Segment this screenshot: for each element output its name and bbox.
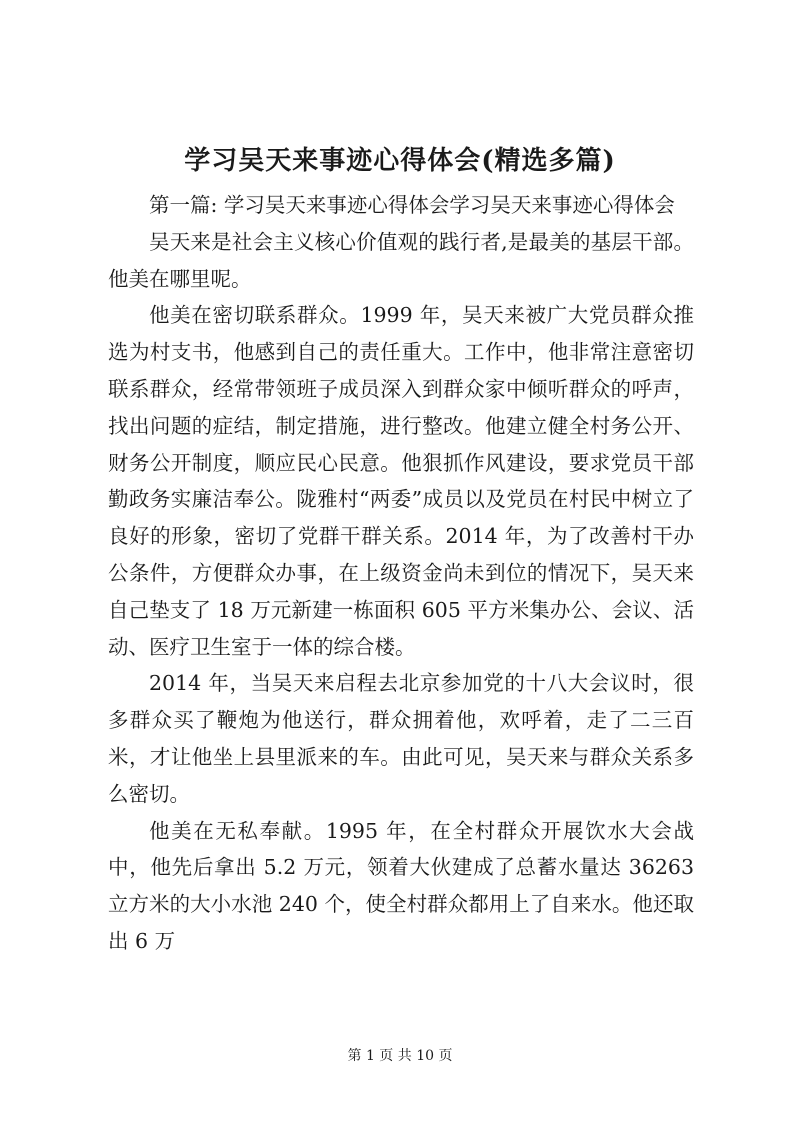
paragraph-dedication: 他美在无私奉献。1995 年，在全村群众开展饮水大会战中，他先后拿出 5.2 万元，领着大伙建成了总蓄水量达 36263 立方米的大小水池 240 个，使全村群众都用上了自来水。他还取出 6 万 (108, 818, 694, 953)
document-body (108, 187, 694, 960)
document-title: 学习吴天来事迹心得体会(精选多篇) (184, 146, 616, 176)
paragraph-contact-masses: 他美在密切联系群众。1999 年，吴天来被广大党员群众推选为村支书，他感到自己的责任重大。工作中，他非常注意密切联系群众，经常带领班子成员深入到群众家中倾听群众的呼声，找出问题的症结，制定措施，进行整改。他建立健全村务公开、财务公开制度，顺应民心民意。他狠抓作风建设，要求党员干部勤政务实廉洁奉公。陇雅村“两委”成员以及党员在村民中树立了良好的形象，密切了党群干群关系。2014 年，为了改善村干办公条件，方便群众办事，在上级资金尚未到位的情况下，吴天来自己垫支了 18 万元新建一栋面积 605 平方米集办公、会议、活动、医疗卫生室于一体的综合楼。 (108, 303, 694, 659)
page-footer: 第 1 页 共 10 页 (347, 1048, 453, 1064)
paragraph-heading-1: 第一篇: 学习吴天来事迹心得体会学习吴天来事迹心得体会 (149, 193, 675, 217)
paragraph-farewell: 2014 年，当吴天来启程去北京参加党的十八大会议时，很多群众买了鞭炮为他送行，群众拥着他，欢呼着，走了二三百米，才让他坐上县里派来的车。由此可见，吴天来与群众关系多么密切。 (108, 671, 694, 806)
paragraph-intro: 吴天来是社会主义核心价值观的践行者,是最美的基层干部。他美在哪里呢。 (108, 229, 694, 291)
